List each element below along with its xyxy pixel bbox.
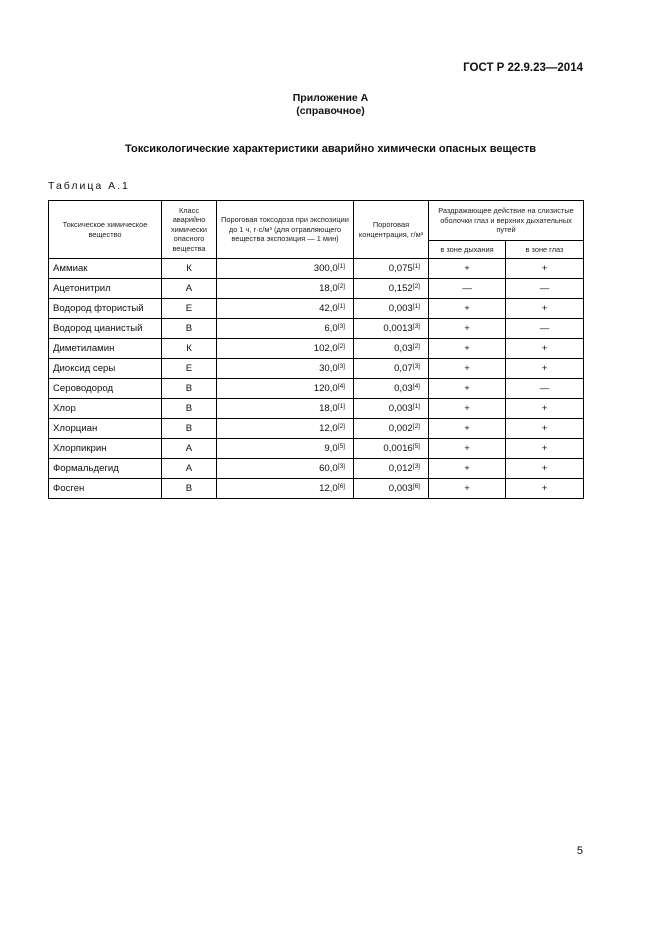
substance-class-value: К [186, 343, 192, 354]
threshold-toxodose [217, 359, 354, 379]
irritant-breathing-value: + [464, 443, 470, 454]
irritant-eye [506, 319, 584, 339]
substance-name-value: Водород фтористый [53, 303, 144, 314]
reference-mark: [2] [337, 423, 345, 430]
threshold-concentration-value: 0,003 [388, 303, 413, 314]
irritant-breathing-value: — [462, 283, 472, 294]
threshold-toxodose [217, 399, 354, 419]
table-row [49, 319, 584, 339]
threshold-concentration [354, 479, 429, 499]
substance-name-value: Аммиак [53, 263, 88, 274]
substance-class [162, 259, 217, 279]
irritant-eye [506, 339, 584, 359]
threshold-toxodose [217, 459, 354, 479]
irritant-eye [506, 259, 584, 279]
document-title: Токсикологические характеристики аварийно химически опасных веществ [125, 143, 536, 155]
substance-name-value: Хлор [53, 403, 76, 414]
threshold-concentration-value: 0,003 [388, 483, 413, 494]
substance-name [49, 319, 162, 339]
substance-class-value: К [186, 263, 192, 274]
substance-name [49, 399, 162, 419]
substance-name [49, 259, 162, 279]
threshold-concentration [354, 279, 429, 299]
table-row [49, 299, 584, 319]
reference-mark: [3] [412, 323, 420, 330]
table-row [49, 419, 584, 439]
table-row [49, 259, 584, 279]
table-row [49, 339, 584, 359]
threshold-toxodose-value: 300,0 [313, 263, 338, 274]
substance-name [49, 339, 162, 359]
irritant-eye-value: + [541, 403, 548, 414]
threshold-concentration-value: 0,012 [388, 463, 413, 474]
irritant-breathing-value: + [464, 323, 470, 334]
substance-class [162, 479, 217, 499]
threshold-toxodose-value: 18,0 [319, 283, 338, 294]
threshold-concentration [354, 459, 429, 479]
irritant-breathing [429, 459, 506, 479]
threshold-concentration-value: 0,0016 [383, 443, 413, 454]
substance-class-value: А [185, 463, 193, 474]
appendix-title: Приложение А [292, 92, 369, 104]
reference-mark: [4] [337, 383, 345, 390]
substance-class [162, 299, 217, 319]
substance-name-value: Фосген [53, 483, 85, 494]
threshold-toxodose-value: 102,0 [313, 343, 338, 354]
irritant-breathing [429, 379, 506, 399]
substance-name-value: Формальдегид [53, 463, 119, 474]
irritant-eye [506, 299, 584, 319]
substance-class-value: В [185, 383, 193, 394]
header-concentration: Пороговая концентрация, г/м³ [354, 201, 429, 259]
table-row [49, 279, 584, 299]
substance-name-value: Водород цианистый [53, 323, 143, 334]
reference-mark: [2] [412, 283, 420, 290]
irritant-breathing [429, 439, 506, 459]
threshold-toxodose-value: 60,0 [319, 463, 338, 474]
irritant-eye [506, 359, 584, 379]
irritant-breathing-value: + [464, 423, 470, 434]
substance-name-value: Хлорпикрин [53, 443, 107, 454]
irritant-breathing-value: + [464, 263, 470, 274]
substance-class [162, 279, 217, 299]
threshold-toxodose [217, 339, 354, 359]
irritant-breathing [429, 479, 506, 499]
table-row [49, 399, 584, 419]
substance-class [162, 459, 217, 479]
threshold-concentration-value: 0,03 [394, 383, 413, 394]
substance-class [162, 439, 217, 459]
substance-class-value: В [185, 423, 193, 434]
substance-class-value: А [185, 443, 193, 454]
substance-class-value: В [185, 403, 193, 414]
appendix-heading [0, 92, 661, 118]
substance-name-value: Сероводород [53, 383, 114, 394]
threshold-toxodose-value: 9,0 [324, 443, 338, 454]
substance-class-value: В [185, 483, 193, 494]
reference-mark: [1] [412, 303, 420, 310]
reference-mark: [2] [337, 283, 345, 290]
threshold-toxodose [217, 379, 354, 399]
irritant-breathing-value: + [464, 463, 470, 474]
substance-name [49, 459, 162, 479]
reference-mark: [1] [412, 263, 420, 270]
substance-name-value: Ацетонитрил [53, 283, 111, 294]
irritant-breathing-value: + [464, 363, 470, 374]
threshold-concentration-value: 0,075 [388, 263, 413, 274]
irritant-eye-value: — [539, 283, 550, 294]
irritant-eye-value: + [541, 363, 548, 374]
threshold-concentration-value: 0,07 [394, 363, 413, 374]
substance-class [162, 419, 217, 439]
irritant-eye-value: + [541, 303, 548, 314]
reference-mark: [5] [412, 443, 420, 450]
irritant-eye [506, 399, 584, 419]
threshold-concentration [354, 379, 429, 399]
threshold-toxodose-value: 12,0 [319, 483, 338, 494]
irritant-eye-value: + [541, 343, 548, 354]
threshold-toxodose [217, 439, 354, 459]
table-row [49, 379, 584, 399]
table-row [49, 359, 584, 379]
irritant-eye [506, 279, 584, 299]
reference-mark: [5] [337, 443, 345, 450]
irritant-eye-value: + [541, 263, 548, 274]
substance-name [49, 299, 162, 319]
appendix-subtitle: (справочное) [296, 105, 365, 117]
threshold-toxodose-value: 30,0 [319, 363, 338, 374]
threshold-concentration-value: 0,152 [388, 283, 413, 294]
threshold-concentration-value: 0,002 [388, 423, 413, 434]
reference-mark: [2] [337, 343, 345, 350]
irritant-breathing [429, 419, 506, 439]
header-irritant-effect: Раздражающее действие на слизистые оболочки глаз и верхних дыхательных путей [429, 201, 584, 241]
threshold-toxodose [217, 259, 354, 279]
header-eye-zone: в зоне глаз [506, 241, 584, 259]
substance-class [162, 359, 217, 379]
irritant-eye-value: + [541, 463, 548, 474]
irritant-breathing [429, 259, 506, 279]
irritant-eye [506, 379, 584, 399]
substance-class [162, 339, 217, 359]
page-number: 5 [576, 845, 583, 857]
header-toxodose: Пороговая токсодоза при экспозиции до 1 ч, г·с/м³ (для отравляющего вещества экспозиция — 1 мин) [217, 201, 354, 259]
threshold-concentration [354, 359, 429, 379]
substance-class-value: А [185, 283, 193, 294]
substance-name [49, 419, 162, 439]
threshold-toxodose [217, 419, 354, 439]
irritant-eye-value: + [541, 483, 548, 494]
threshold-toxodose [217, 479, 354, 499]
substance-name [49, 379, 162, 399]
substance-class-value: Е [185, 363, 193, 374]
threshold-concentration-value: 0,003 [388, 403, 413, 414]
substance-class [162, 399, 217, 419]
reference-mark: [3] [412, 363, 420, 370]
reference-mark: [1] [337, 403, 345, 410]
reference-mark: [1] [337, 303, 345, 310]
reference-mark: [3] [337, 363, 345, 370]
substance-name-value: Хлорциан [53, 423, 98, 434]
substance-name [49, 279, 162, 299]
irritant-eye [506, 419, 584, 439]
threshold-concentration [354, 319, 429, 339]
threshold-concentration-value: 0,0013 [383, 323, 413, 334]
substance-class-value: В [185, 323, 193, 334]
irritant-breathing-value: + [464, 403, 470, 414]
irritant-breathing [429, 399, 506, 419]
reference-mark: [2] [412, 423, 420, 430]
reference-mark: [1] [412, 403, 420, 410]
irritant-eye [506, 479, 584, 499]
irritant-breathing-value: + [464, 343, 470, 354]
threshold-toxodose-value: 12,0 [319, 423, 338, 434]
threshold-concentration [354, 419, 429, 439]
threshold-toxodose [217, 299, 354, 319]
irritant-breathing [429, 339, 506, 359]
reference-mark: [4] [412, 383, 420, 390]
threshold-concentration [354, 299, 429, 319]
threshold-toxodose-value: 18,0 [319, 403, 338, 414]
header-substance: Токсическое химическое вещество [49, 201, 162, 259]
irritant-breathing-value: + [464, 483, 470, 494]
substance-class [162, 379, 217, 399]
table-row [49, 479, 584, 499]
threshold-toxodose-value: 42,0 [319, 303, 338, 314]
irritant-eye-value: + [541, 443, 548, 454]
threshold-concentration [354, 399, 429, 419]
threshold-toxodose [217, 279, 354, 299]
irritant-eye [506, 459, 584, 479]
irritant-eye-value: + [541, 423, 548, 434]
reference-mark: [6] [412, 483, 420, 490]
irritant-eye [506, 439, 584, 459]
threshold-concentration [354, 259, 429, 279]
toxicology-table [48, 200, 584, 499]
reference-mark: [6] [337, 483, 345, 490]
irritant-breathing [429, 319, 506, 339]
threshold-concentration-value: 0,03 [394, 343, 413, 354]
threshold-toxodose-value: 120,0 [313, 383, 338, 394]
threshold-toxodose-value: 6,0 [324, 323, 338, 334]
substance-name-value: Диоксид серы [53, 363, 116, 374]
threshold-toxodose [217, 319, 354, 339]
irritant-breathing-value: + [464, 383, 470, 394]
reference-mark: [3] [337, 463, 345, 470]
table-row [49, 439, 584, 459]
irritant-eye-value: — [539, 383, 550, 394]
irritant-breathing [429, 359, 506, 379]
irritant-breathing-value: + [464, 303, 470, 314]
irritant-breathing [429, 299, 506, 319]
header-breathing-zone: в зоне дыхания [429, 241, 506, 259]
reference-mark: [1] [337, 263, 345, 270]
threshold-concentration [354, 439, 429, 459]
table-body [49, 259, 584, 499]
irritant-breathing [429, 279, 506, 299]
substance-name [49, 479, 162, 499]
reference-mark: [2] [412, 343, 420, 350]
substance-name-value: Диметиламин [53, 343, 115, 354]
substance-name [49, 359, 162, 379]
reference-mark: [3] [412, 463, 420, 470]
irritant-eye-value: — [539, 323, 550, 334]
standard-number: ГОСТ Р 22.9.23—2014 [463, 62, 583, 74]
substance-class-value: Е [185, 303, 193, 314]
substance-name [49, 439, 162, 459]
threshold-concentration [354, 339, 429, 359]
reference-mark: [3] [337, 323, 345, 330]
header-class: Класс аварийно химически опасного вещества [162, 201, 217, 259]
substance-class [162, 319, 217, 339]
table-row [49, 459, 584, 479]
table-caption: Таблица А.1 [48, 180, 130, 192]
